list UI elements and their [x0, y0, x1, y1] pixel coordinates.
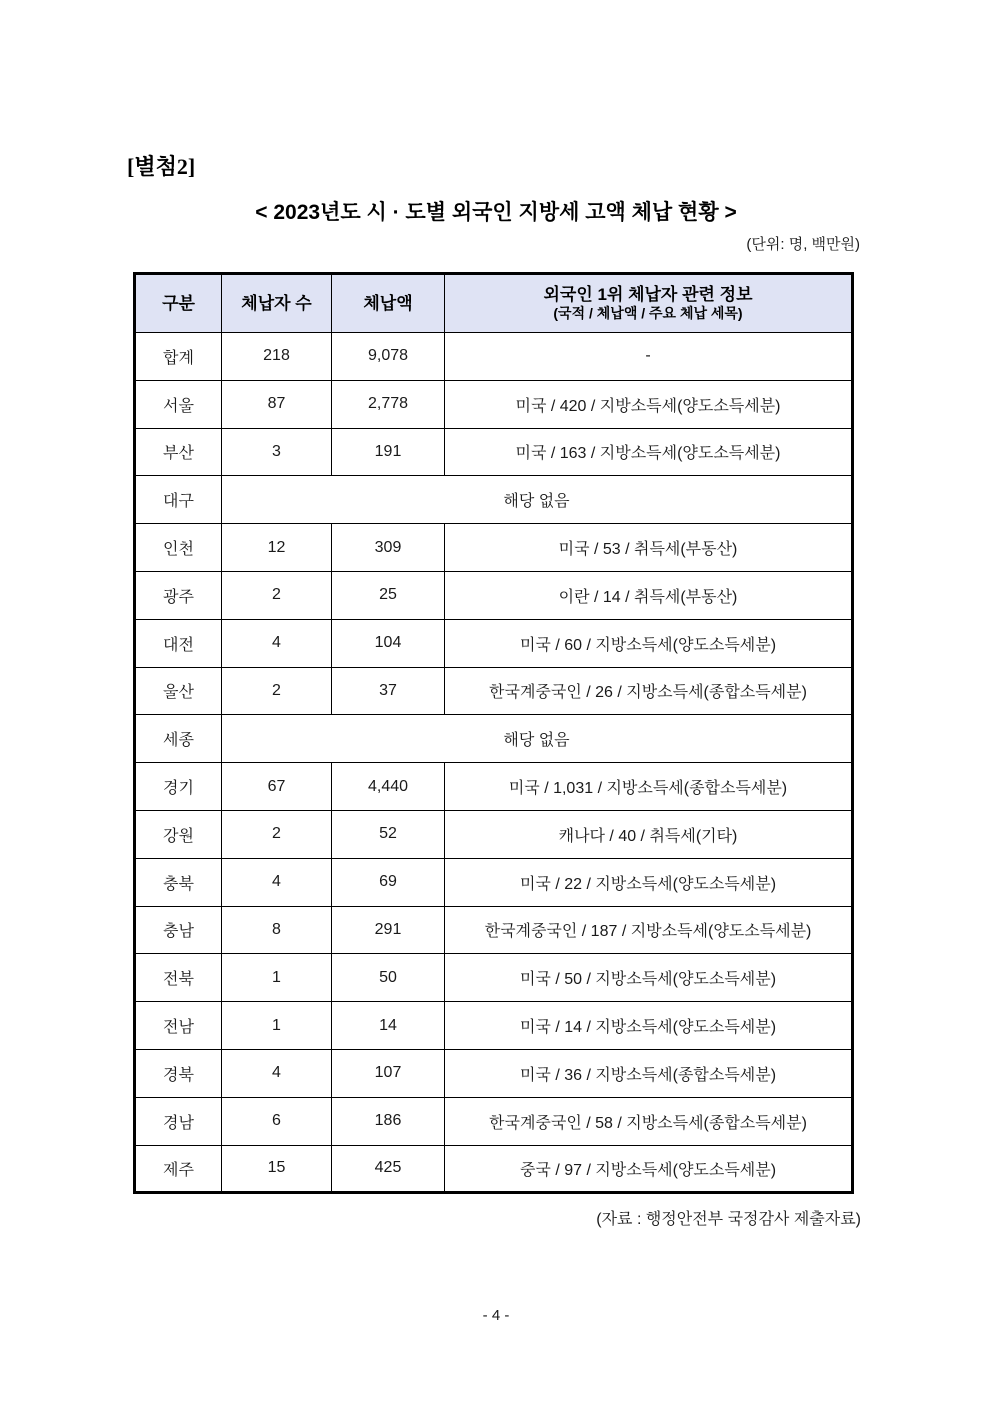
region-cell: 인천: [135, 524, 222, 572]
region-cell: 경남: [135, 1097, 222, 1145]
table-row: [135, 333, 853, 381]
table-row: [135, 1097, 853, 1145]
info-cell: 중국 / 97 / 지방소득세(양도소득세분): [445, 1145, 853, 1193]
page-number: - 4 -: [482, 1307, 510, 1324]
header-delinquent-count: 체납자 수: [222, 274, 332, 333]
info-cell: 한국계중국인 / 58 / 지방소득세(종합소득세분): [445, 1097, 853, 1145]
amount-cell: 104: [332, 619, 445, 667]
count-cell: 4: [222, 858, 332, 906]
table-row: [135, 954, 853, 1002]
info-cell: 미국 / 14 / 지방소득세(양도소득세분): [445, 1002, 853, 1050]
count-cell: 87: [222, 380, 332, 428]
amount-cell: 9,078: [332, 333, 445, 381]
region-cell: 경기: [135, 763, 222, 811]
amount-cell: 50: [332, 954, 445, 1002]
table-row: [135, 1049, 853, 1097]
region-cell: 울산: [135, 667, 222, 715]
info-cell: 미국 / 420 / 지방소득세(양도소득세분): [445, 380, 853, 428]
amount-cell: 425: [332, 1145, 445, 1193]
region-cell: 전북: [135, 954, 222, 1002]
table-row: [135, 906, 853, 954]
info-cell: -: [445, 333, 853, 381]
count-cell: 67: [222, 763, 332, 811]
amount-cell: 25: [332, 571, 445, 619]
region-cell: 충남: [135, 906, 222, 954]
info-cell: 미국 / 60 / 지방소득세(양도소득세분): [445, 619, 853, 667]
count-cell: 12: [222, 524, 332, 572]
count-cell: 218: [222, 333, 332, 381]
amount-cell: 186: [332, 1097, 445, 1145]
source-note: (자료 : 행정안전부 국정감사 제출자료): [596, 1211, 861, 1228]
merged-info-cell: 해당 없음: [222, 715, 853, 763]
table-row: [135, 571, 853, 619]
table-row: [135, 715, 853, 763]
attachment-label: [별첨2]: [127, 154, 196, 179]
count-cell: 15: [222, 1145, 332, 1193]
amount-cell: 309: [332, 524, 445, 572]
header-info-title: 외국인 1위 체납자 관련 정보: [543, 285, 753, 305]
region-cell: 광주: [135, 571, 222, 619]
header-top-delinquent-info: [445, 274, 853, 333]
table-row: [135, 428, 853, 476]
header-amount: 체납액: [332, 274, 445, 333]
table-row: [135, 667, 853, 715]
info-cell: 한국계중국인 / 26 / 지방소득세(종합소득세분): [445, 667, 853, 715]
amount-cell: 69: [332, 858, 445, 906]
region-cell: 서울: [135, 380, 222, 428]
region-cell: 부산: [135, 428, 222, 476]
table-body: [135, 333, 853, 1193]
count-cell: 2: [222, 667, 332, 715]
info-cell: 한국계중국인 / 187 / 지방소득세(양도소득세분): [445, 906, 853, 954]
table-row: [135, 476, 853, 524]
delinquency-table: [133, 272, 854, 1194]
amount-cell: 14: [332, 1002, 445, 1050]
region-cell: 세종: [135, 715, 222, 763]
header-info-subtitle: (국적 / 체납액 / 주요 체납 세목): [553, 305, 743, 322]
count-cell: 3: [222, 428, 332, 476]
table-row: [135, 858, 853, 906]
region-cell: 전남: [135, 1002, 222, 1050]
region-cell: 경북: [135, 1049, 222, 1097]
table-row: [135, 810, 853, 858]
count-cell: 4: [222, 619, 332, 667]
table-row: [135, 1145, 853, 1193]
amount-cell: 4,440: [332, 763, 445, 811]
region-cell: 대전: [135, 619, 222, 667]
info-cell: 미국 / 36 / 지방소득세(종합소득세분): [445, 1049, 853, 1097]
table-row: [135, 763, 853, 811]
page-title: < 2023년도 시 · 도별 외국인 지방세 고액 체납 현황 >: [255, 201, 737, 224]
info-cell: 미국 / 163 / 지방소득세(양도소득세분): [445, 428, 853, 476]
table-row: [135, 1002, 853, 1050]
info-cell: 미국 / 22 / 지방소득세(양도소득세분): [445, 858, 853, 906]
info-cell: 미국 / 50 / 지방소득세(양도소득세분): [445, 954, 853, 1002]
count-cell: 1: [222, 954, 332, 1002]
count-cell: 2: [222, 571, 332, 619]
amount-cell: 291: [332, 906, 445, 954]
amount-cell: 107: [332, 1049, 445, 1097]
info-cell: 이란 / 14 / 취득세(부동산): [445, 571, 853, 619]
amount-cell: 37: [332, 667, 445, 715]
amount-cell: 2,778: [332, 380, 445, 428]
region-cell: 대구: [135, 476, 222, 524]
count-cell: 1: [222, 1002, 332, 1050]
amount-cell: 191: [332, 428, 445, 476]
table-row: [135, 619, 853, 667]
region-cell: 충북: [135, 858, 222, 906]
unit-note: (단위: 명, 백만원): [746, 236, 860, 253]
amount-cell: 52: [332, 810, 445, 858]
info-cell: 캐나다 / 40 / 취득세(기타): [445, 810, 853, 858]
header-category: 구분: [135, 274, 222, 333]
table-row: [135, 524, 853, 572]
info-cell: 미국 / 1,031 / 지방소득세(종합소득세분): [445, 763, 853, 811]
region-cell: 합계: [135, 333, 222, 381]
merged-info-cell: 해당 없음: [222, 476, 853, 524]
region-cell: 강원: [135, 810, 222, 858]
region-cell: 제주: [135, 1145, 222, 1193]
header-row: [135, 274, 853, 333]
count-cell: 4: [222, 1049, 332, 1097]
table-row: [135, 380, 853, 428]
count-cell: 8: [222, 906, 332, 954]
count-cell: 6: [222, 1097, 332, 1145]
count-cell: 2: [222, 810, 332, 858]
info-cell: 미국 / 53 / 취득세(부동산): [445, 524, 853, 572]
